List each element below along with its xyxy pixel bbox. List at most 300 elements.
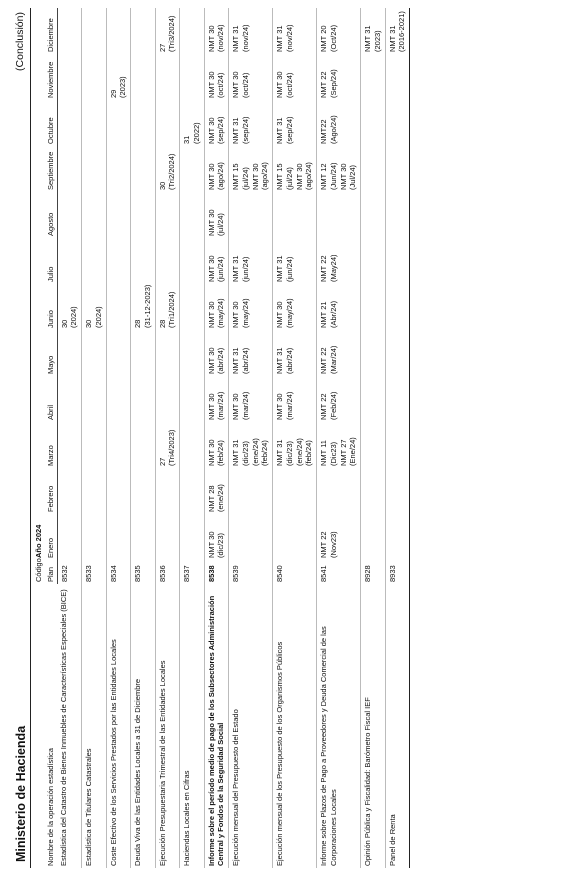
release-note: NMT 30: [206, 393, 216, 420]
month-cell: [317, 54, 361, 100]
month-cell: [57, 468, 82, 514]
month-cell: [155, 192, 180, 238]
month-cell: [57, 8, 82, 54]
month-cell: [57, 54, 82, 100]
plan-code: 8539: [231, 565, 240, 582]
month-cell: [204, 8, 229, 54]
table-row: [361, 8, 386, 868]
release-note: (Tri3/2024): [167, 15, 177, 52]
month-cell: [204, 514, 229, 560]
release-note: 27: [157, 43, 167, 52]
month-cell: [204, 192, 229, 238]
month-cell: [361, 284, 386, 330]
month-cell: [106, 8, 131, 54]
release-note: NMT 30: [231, 393, 240, 420]
month-cell: [361, 192, 386, 238]
month-cell: [317, 376, 361, 422]
month-cell: [204, 468, 229, 514]
release-note: (2016-2021): [397, 11, 407, 52]
release-note: NMT 30: [275, 393, 284, 420]
release-note: (2024): [93, 306, 103, 328]
release-note: NMT 30: [231, 71, 240, 98]
plan-code: 8533: [84, 565, 93, 582]
ministry-title: Ministerio de Hacienda: [14, 725, 28, 862]
release-note: (may/24): [284, 298, 294, 328]
plan-code: 8537: [182, 565, 191, 582]
month-cell: [204, 146, 229, 192]
release-note: NMT 22: [319, 347, 328, 374]
release-note: (jun/24): [284, 256, 294, 282]
plan-code: 8532: [59, 565, 69, 582]
release-note: NMT 22: [319, 393, 328, 420]
release-note: NMT 31: [231, 117, 240, 144]
plan-code: 8536: [157, 565, 167, 582]
operation-name: Haciendas Locales en Cifras: [182, 770, 191, 866]
month-header: Enero: [45, 514, 57, 560]
release-note: NMT 31: [231, 439, 240, 466]
month-cell: [106, 330, 131, 376]
release-note: NMT 30: [206, 117, 216, 144]
release-note: (oct/24): [284, 72, 294, 98]
release-note: (Feb/24): [328, 391, 338, 420]
release-note: (nov/24): [216, 24, 226, 52]
release-note: (abr/24): [240, 347, 250, 374]
release-note: (ago/24): [304, 162, 314, 190]
release-note: (nov/24): [284, 24, 294, 52]
conclusion-label: (Conclusión): [14, 12, 26, 71]
month-cell: [385, 238, 410, 284]
release-note: (dic/23): [216, 532, 226, 558]
month-cell: [131, 54, 156, 100]
month-cell: [82, 54, 107, 100]
release-note: NMT 30: [275, 301, 284, 328]
release-note: (Ago/24): [328, 115, 338, 144]
release-note: (ene/24): [294, 438, 304, 466]
operation-name: Estadística de Titulares Catastrales: [84, 748, 93, 866]
month-header: Septiembre: [45, 146, 57, 192]
month-cell: [82, 330, 107, 376]
month-cell: [82, 468, 107, 514]
release-note: (2023): [372, 30, 382, 52]
release-note: (abr/24): [284, 347, 294, 374]
month-cell: [317, 8, 361, 54]
month-cell: [131, 330, 156, 376]
month-cell: [82, 376, 107, 422]
month-cell: [229, 54, 273, 100]
release-note: (31-12-2023): [142, 284, 152, 328]
month-cell: [229, 330, 273, 376]
release-note: NMT 21: [319, 301, 328, 328]
month-cell: [204, 422, 229, 468]
month-cell: [273, 146, 317, 192]
release-note: NMT 30: [206, 209, 216, 236]
plan-code: 8540: [275, 565, 284, 582]
month-cell: [361, 100, 386, 146]
month-cell: [204, 238, 229, 284]
month-cell: [273, 330, 317, 376]
month-cell: [317, 330, 361, 376]
month-cell: [385, 376, 410, 422]
month-cell: [317, 238, 361, 284]
release-note: (jul/24): [240, 167, 250, 190]
operation-header: Nombre de la operación estadística: [31, 584, 58, 868]
month-cell: [180, 100, 205, 146]
release-note: (ene/24): [216, 484, 226, 512]
release-note: NMT 31: [275, 117, 284, 144]
month-cell: [385, 330, 410, 376]
release-note: NMT 30: [206, 347, 216, 374]
month-cell: [273, 238, 317, 284]
month-cell: [180, 54, 205, 100]
month-cell: [155, 376, 180, 422]
release-note: NMT 31: [231, 347, 240, 374]
release-note: (ago/24): [216, 162, 226, 190]
release-note: NMT 22: [319, 531, 328, 558]
month-cell: [204, 376, 229, 422]
month-cell: [317, 100, 361, 146]
month-cell: [131, 146, 156, 192]
month-cell: [106, 514, 131, 560]
release-note: (oct/24): [216, 72, 226, 98]
release-note: NMT 15: [231, 163, 240, 190]
month-cell: [229, 100, 273, 146]
table-row: [131, 8, 156, 868]
plan-code: 8933: [387, 565, 397, 582]
month-cell: [273, 192, 317, 238]
month-cell: [385, 514, 410, 560]
month-cell: [229, 284, 273, 330]
release-note: (jul/24): [284, 167, 294, 190]
month-cell: [57, 330, 82, 376]
month-cell: [229, 192, 273, 238]
table-row: [385, 8, 410, 868]
month-header: Agosto: [45, 192, 57, 238]
release-note: NMT 31: [387, 25, 397, 52]
month-cell: [155, 330, 180, 376]
release-note: (Abr/24): [328, 300, 338, 328]
release-note: 31: [182, 135, 191, 144]
month-cell: [155, 8, 180, 54]
month-cell: [131, 284, 156, 330]
release-note: (May24): [328, 254, 338, 282]
release-note: NMT 30: [206, 25, 216, 52]
release-note: NMT 22: [319, 255, 328, 282]
month-cell: [273, 8, 317, 54]
month-cell: [229, 376, 273, 422]
month-cell: [131, 238, 156, 284]
release-note: 30: [59, 319, 69, 328]
month-cell: [204, 284, 229, 330]
month-cell: [229, 514, 273, 560]
release-note: (Nov23): [328, 531, 338, 558]
month-cell: [385, 192, 410, 238]
release-note: 28: [157, 319, 167, 328]
release-note: (feb/24): [260, 440, 270, 466]
release-note: (2022): [191, 122, 201, 144]
month-cell: [82, 146, 107, 192]
month-cell: [361, 8, 386, 54]
month-cell: [385, 54, 410, 100]
month-cell: [229, 422, 273, 468]
month-cell: [131, 376, 156, 422]
month-cell: [317, 422, 361, 468]
table-row: [229, 8, 273, 868]
month-cell: [155, 284, 180, 330]
month-header: Junio: [45, 284, 57, 330]
month-cell: [385, 100, 410, 146]
month-cell: [106, 376, 131, 422]
release-note: (mar/24): [216, 391, 226, 420]
release-note: (jun/24): [216, 256, 226, 282]
table-row: [82, 8, 107, 868]
release-note: (nov/24): [240, 24, 250, 52]
month-cell: [155, 468, 180, 514]
month-cell: [106, 192, 131, 238]
release-note: NMT 31: [275, 25, 284, 52]
release-note: NMT 30: [206, 71, 216, 98]
operation-name: Ejecución Presupuestaria Trimestral de las Entidades Locales: [157, 660, 167, 866]
release-note: NMT 30: [294, 163, 304, 190]
release-note: (Dic23): [328, 441, 338, 466]
month-cell: [82, 238, 107, 284]
month-cell: [106, 284, 131, 330]
month-cell: [273, 54, 317, 100]
month-cell: [229, 468, 273, 514]
release-note: NMT 31: [231, 25, 240, 52]
month-cell: [385, 468, 410, 514]
month-cell: [273, 422, 317, 468]
month-header: Noviembre: [45, 54, 57, 100]
month-cell: [273, 468, 317, 514]
month-cell: [82, 100, 107, 146]
release-note: NMT 31: [275, 439, 284, 466]
release-note: NMT 28: [206, 485, 216, 512]
release-note: (ago/24): [260, 162, 270, 190]
release-note: (Tri2/2024): [167, 153, 177, 190]
month-cell: [155, 146, 180, 192]
release-note: (2024): [69, 306, 79, 328]
release-note: (feb/24): [216, 440, 226, 466]
month-cell: [317, 468, 361, 514]
release-note: NMT 30: [250, 163, 260, 190]
release-note: (Jul/24): [348, 164, 358, 190]
release-note: NMT 30: [206, 163, 216, 190]
month-cell: [82, 192, 107, 238]
month-cell: [180, 468, 205, 514]
month-cell: [273, 100, 317, 146]
month-header: Diciembre: [45, 8, 57, 54]
release-note: (Oct/24): [328, 24, 338, 52]
operation-name: Coste Efectivo de los Servicios Prestados por las Entidades Locales: [108, 639, 118, 866]
month-cell: [57, 514, 82, 560]
month-header: Mayo: [45, 330, 57, 376]
operation-name: Informe sobre Plazos de Pago a Proveedores y Deuda Comercial de las Corporaciones Locales: [319, 626, 338, 866]
month-cell: [106, 238, 131, 284]
month-cell: [204, 100, 229, 146]
month-cell: [57, 422, 82, 468]
month-cell: [82, 514, 107, 560]
month-cell: [361, 238, 386, 284]
month-cell: [180, 8, 205, 54]
month-cell: [273, 376, 317, 422]
month-cell: [155, 422, 180, 468]
release-note: (sep/24): [240, 116, 250, 144]
release-note: NMT 31: [275, 255, 284, 282]
month-cell: [317, 514, 361, 560]
operation-name: Opinión Pública y Fiscalidad: Barómetro Fiscal IEF: [363, 697, 372, 866]
month-cell: [204, 330, 229, 376]
month-cell: [180, 284, 205, 330]
release-note: 28: [133, 319, 142, 328]
plan-code: 8534: [108, 565, 118, 582]
release-note: (Tri4/2023): [167, 429, 177, 466]
month-cell: [131, 514, 156, 560]
release-note: (dic/23): [284, 440, 294, 466]
operation-name: Estadística del Catastro de Bienes Inmuebles de Características Especiales (BICE): [59, 589, 68, 866]
month-cell: [155, 54, 180, 100]
operation-name: Informe sobre el período medio de pago de los Subsectores Administración Central y Fondos de la Seguridad Social: [206, 595, 226, 866]
code-header-bottom: Plan: [45, 560, 57, 584]
month-cell: [57, 238, 82, 284]
release-note: (may/24): [240, 298, 250, 328]
month-cell: [82, 284, 107, 330]
month-cell: [131, 422, 156, 468]
month-cell: [361, 54, 386, 100]
month-cell: [155, 514, 180, 560]
month-header: Julio: [45, 238, 57, 284]
release-note: (mar/24): [284, 391, 294, 420]
month-cell: [57, 284, 82, 330]
code-header-top: Código: [31, 560, 45, 584]
operation-name: Deuda Viva de las Entidades Locales a 31 de Diciembre: [133, 678, 142, 866]
month-cell: [385, 8, 410, 54]
month-cell: [106, 146, 131, 192]
table-row: [273, 8, 317, 868]
month-cell: [229, 238, 273, 284]
release-note: NMT 20: [319, 25, 328, 52]
release-note: NMT 15: [275, 163, 284, 190]
month-cell: [106, 100, 131, 146]
release-note: NMT 30: [206, 255, 216, 282]
month-header: Febrero: [45, 468, 57, 514]
year-header: Año 2024: [31, 8, 45, 560]
month-cell: [82, 422, 107, 468]
month-cell: [131, 100, 156, 146]
month-cell: [180, 514, 205, 560]
month-cell: [385, 422, 410, 468]
release-note: NMT 31: [363, 25, 372, 52]
release-note: 30: [84, 319, 93, 328]
month-cell: [180, 192, 205, 238]
release-note: (may/24): [216, 298, 226, 328]
release-note: NMT22: [319, 119, 328, 144]
statistics-calendar-table: [30, 8, 410, 868]
month-cell: [155, 238, 180, 284]
plan-code: 8541: [319, 565, 328, 582]
release-note: (feb/24): [304, 440, 314, 466]
release-note: (jun/24): [240, 256, 250, 282]
release-note: NMT 31: [275, 347, 284, 374]
month-cell: [57, 100, 82, 146]
month-cell: [385, 284, 410, 330]
month-cell: [361, 146, 386, 192]
month-cell: [180, 376, 205, 422]
release-note: 29: [108, 89, 118, 98]
month-cell: [273, 514, 317, 560]
release-note: (Sep/24): [328, 69, 338, 98]
month-cell: [82, 8, 107, 54]
operation-name: Panel de Renta: [387, 814, 397, 866]
month-cell: [180, 238, 205, 284]
release-note: NMT 22: [319, 71, 328, 98]
month-cell: [317, 284, 361, 330]
month-cell: [229, 146, 273, 192]
release-note: NMT 11: [319, 440, 328, 466]
table-row: [204, 8, 229, 868]
table-row: [180, 8, 205, 868]
plan-code: 8928: [363, 565, 372, 582]
release-note: 27: [157, 457, 167, 466]
month-header: Octubre: [45, 100, 57, 146]
month-header: Marzo: [45, 422, 57, 468]
release-note: (Mar/24): [328, 345, 338, 374]
month-cell: [57, 192, 82, 238]
table-row: [57, 8, 82, 868]
operation-name: Ejecución mensual del Presupuesto del Estado: [231, 709, 240, 866]
release-note: NMT 30: [206, 531, 216, 558]
month-cell: [180, 330, 205, 376]
table-body: [57, 8, 410, 868]
release-note: (Jun/24): [328, 162, 338, 190]
release-note: (oct/24): [240, 72, 250, 98]
release-note: 30: [157, 181, 167, 190]
release-note: (dic/23): [240, 440, 250, 466]
month-cell: [180, 422, 205, 468]
release-note: (ene/24): [250, 438, 260, 466]
release-note: (sep/24): [284, 116, 294, 144]
month-cell: [57, 376, 82, 422]
release-note: (abr/24): [216, 347, 226, 374]
release-note: NMT 30: [206, 301, 216, 328]
table-row: [317, 8, 361, 868]
month-header: Abril: [45, 376, 57, 422]
month-cell: [361, 468, 386, 514]
table-row: [106, 8, 131, 868]
release-note: NMT 30: [231, 301, 240, 328]
month-cell: [204, 54, 229, 100]
month-cell: [180, 146, 205, 192]
release-note: (Tri1/2024): [167, 291, 177, 328]
release-note: NMT 30: [275, 71, 284, 98]
release-note: NMT 30: [338, 163, 348, 190]
month-cell: [229, 8, 273, 54]
release-note: (jul/24): [216, 213, 226, 236]
release-note: NMT 30: [206, 439, 216, 466]
release-note: (2023): [118, 76, 128, 98]
release-note: (mar/24): [240, 391, 250, 420]
month-cell: [361, 514, 386, 560]
release-note: NMT 31: [231, 255, 240, 282]
month-cell: [131, 8, 156, 54]
month-cell: [273, 284, 317, 330]
month-cell: [106, 468, 131, 514]
release-note: (sep/24): [216, 116, 226, 144]
month-cell: [317, 146, 361, 192]
plan-code: 8538: [206, 565, 216, 582]
month-cell: [361, 376, 386, 422]
month-cell: [106, 54, 131, 100]
month-cell: [361, 422, 386, 468]
